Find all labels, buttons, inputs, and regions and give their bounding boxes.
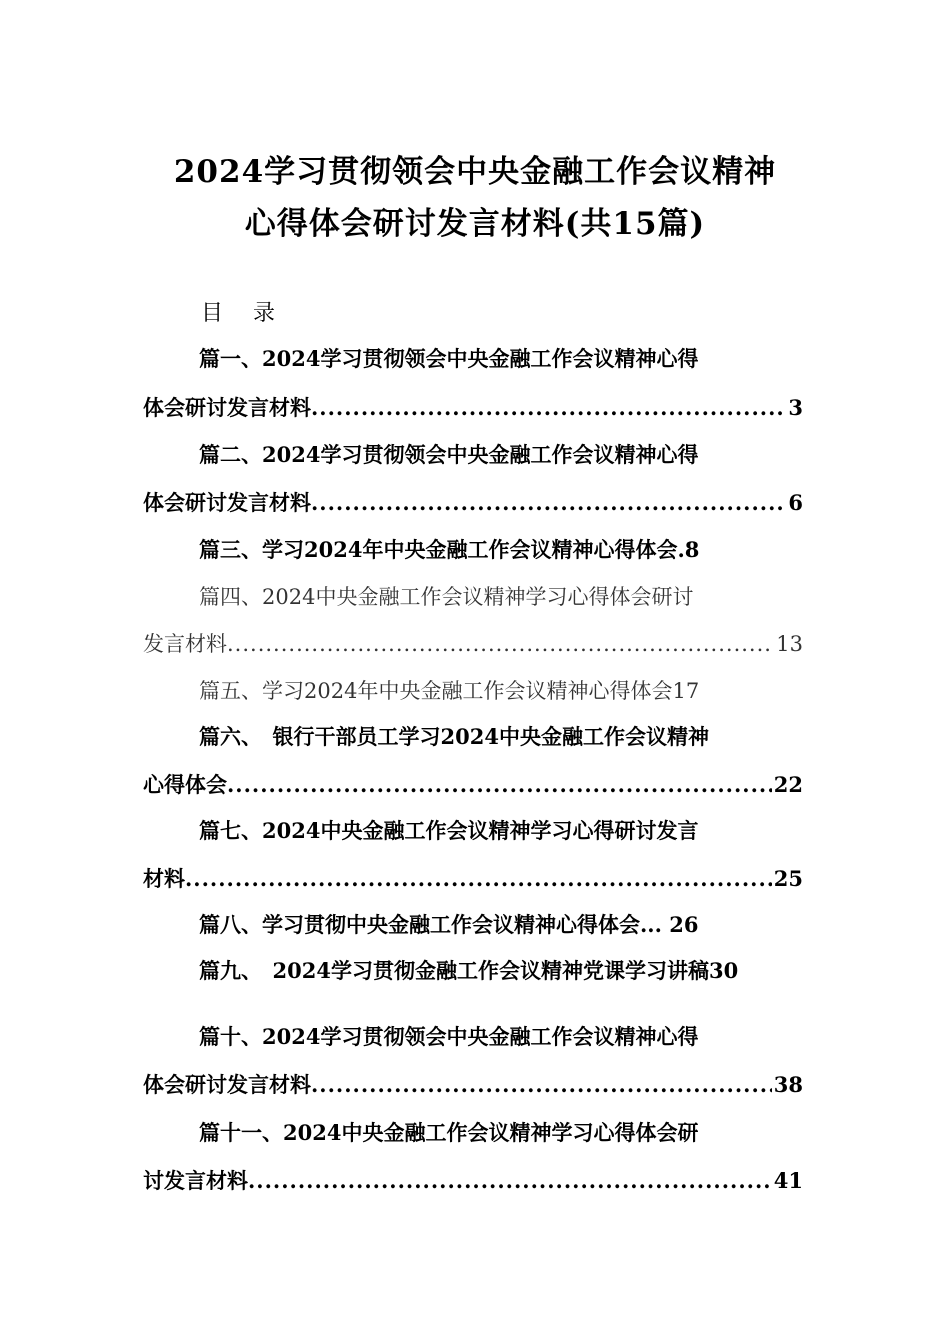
toc-entry-3-label: 篇三、学习2024年中央金融工作会议精神心得体会. — [199, 537, 685, 562]
toc-entry-9[interactable] — [199, 956, 738, 986]
toc-entry-2-label: 体会研讨发言材料 — [143, 490, 311, 515]
toc-entry-9-page: 30 — [708, 958, 739, 983]
toc-entry-5-page: 17 — [672, 679, 700, 703]
toc-entry-3[interactable] — [199, 535, 699, 565]
toc-entry-7-label: 材料 — [143, 866, 185, 891]
toc-entry-1-page: 3 — [788, 395, 803, 420]
toc-entry-7-line2[interactable] — [143, 864, 803, 894]
toc-entry-7-line1[interactable]: 篇七、2024中央金融工作会议精神学习心得研讨发言 — [199, 818, 699, 843]
toc-entry-5[interactable] — [199, 676, 699, 706]
toc-entry-11-line1[interactable]: 篇十一、2024中央金融工作会议精神学习心得体会研 — [199, 1120, 699, 1145]
toc-entry-11-line2[interactable] — [143, 1166, 803, 1196]
document-title-line1: 2024学习贯彻领会中央金融工作会议精神 — [173, 154, 777, 190]
toc-entry-2-line1[interactable]: 篇二、2024学习贯彻领会中央金融工作会议精神心得 — [199, 442, 699, 467]
toc-entry-6-line2[interactable] — [143, 770, 803, 800]
toc-entry-1-label: 体会研讨发言材料 — [143, 395, 311, 420]
toc-entry-2-page: 6 — [788, 490, 803, 515]
toc-entry-1-line1[interactable]: 篇一、2024学习贯彻领会中央金融工作会议精神心得 — [199, 346, 699, 371]
toc-entry-10-line2[interactable] — [143, 1070, 803, 1100]
toc-entry-4-line2[interactable] — [143, 629, 803, 659]
toc-heading: 目录 — [201, 301, 306, 326]
toc-entry-11-page: 41 — [773, 1168, 803, 1193]
toc-leader-dots — [227, 770, 772, 800]
toc-entry-6-line1[interactable]: 篇六、 银行干部员工学习2024中央金融工作会议精神 — [199, 724, 709, 749]
toc-entry-5-label: 篇五、学习2024年中央金融工作会议精神心得体会 — [199, 679, 673, 703]
toc-entry-11-label: 讨发言材料 — [143, 1168, 248, 1193]
toc-entry-7-page: 25 — [773, 866, 803, 891]
toc-entry-10-page: 38 — [773, 1072, 803, 1097]
toc-entry-1-line2[interactable] — [143, 393, 803, 423]
toc-entry-8-label: 篇八、学习贯彻中央金融工作会议精神心得体会... — [199, 912, 662, 937]
toc-entry-4-label: 发言材料 — [143, 632, 227, 656]
toc-entry-4-page: 13 — [776, 632, 803, 656]
document-title-line2: 心得体会研讨发言材料(共15篇) — [244, 206, 706, 242]
toc-leader-dots — [311, 393, 786, 423]
toc-entry-2-line2[interactable] — [143, 488, 803, 518]
toc-entry-8[interactable] — [199, 910, 698, 940]
toc-entry-6-label: 心得体会 — [143, 772, 227, 797]
toc-entry-10-label: 体会研讨发言材料 — [143, 1072, 311, 1097]
toc-leader-dots — [227, 629, 774, 659]
toc-entry-8-page: 26 — [669, 912, 699, 937]
toc-entry-4-line1[interactable]: 篇四、2024中央金融工作会议精神学习心得体会研讨 — [199, 585, 694, 609]
toc-leader-dots — [311, 1070, 772, 1100]
toc-entry-10-line1[interactable]: 篇十、2024学习贯彻领会中央金融工作会议精神心得 — [199, 1024, 699, 1049]
toc-entry-9-label: 篇九、 2024学习贯彻金融工作会议精神党课学习讲稿 — [199, 958, 709, 983]
toc-leader-dots — [185, 864, 772, 894]
toc-entry-3-page: 8 — [684, 537, 700, 562]
toc-leader-dots — [311, 488, 786, 518]
toc-leader-dots — [248, 1166, 772, 1196]
toc-entry-6-page: 22 — [773, 772, 803, 797]
